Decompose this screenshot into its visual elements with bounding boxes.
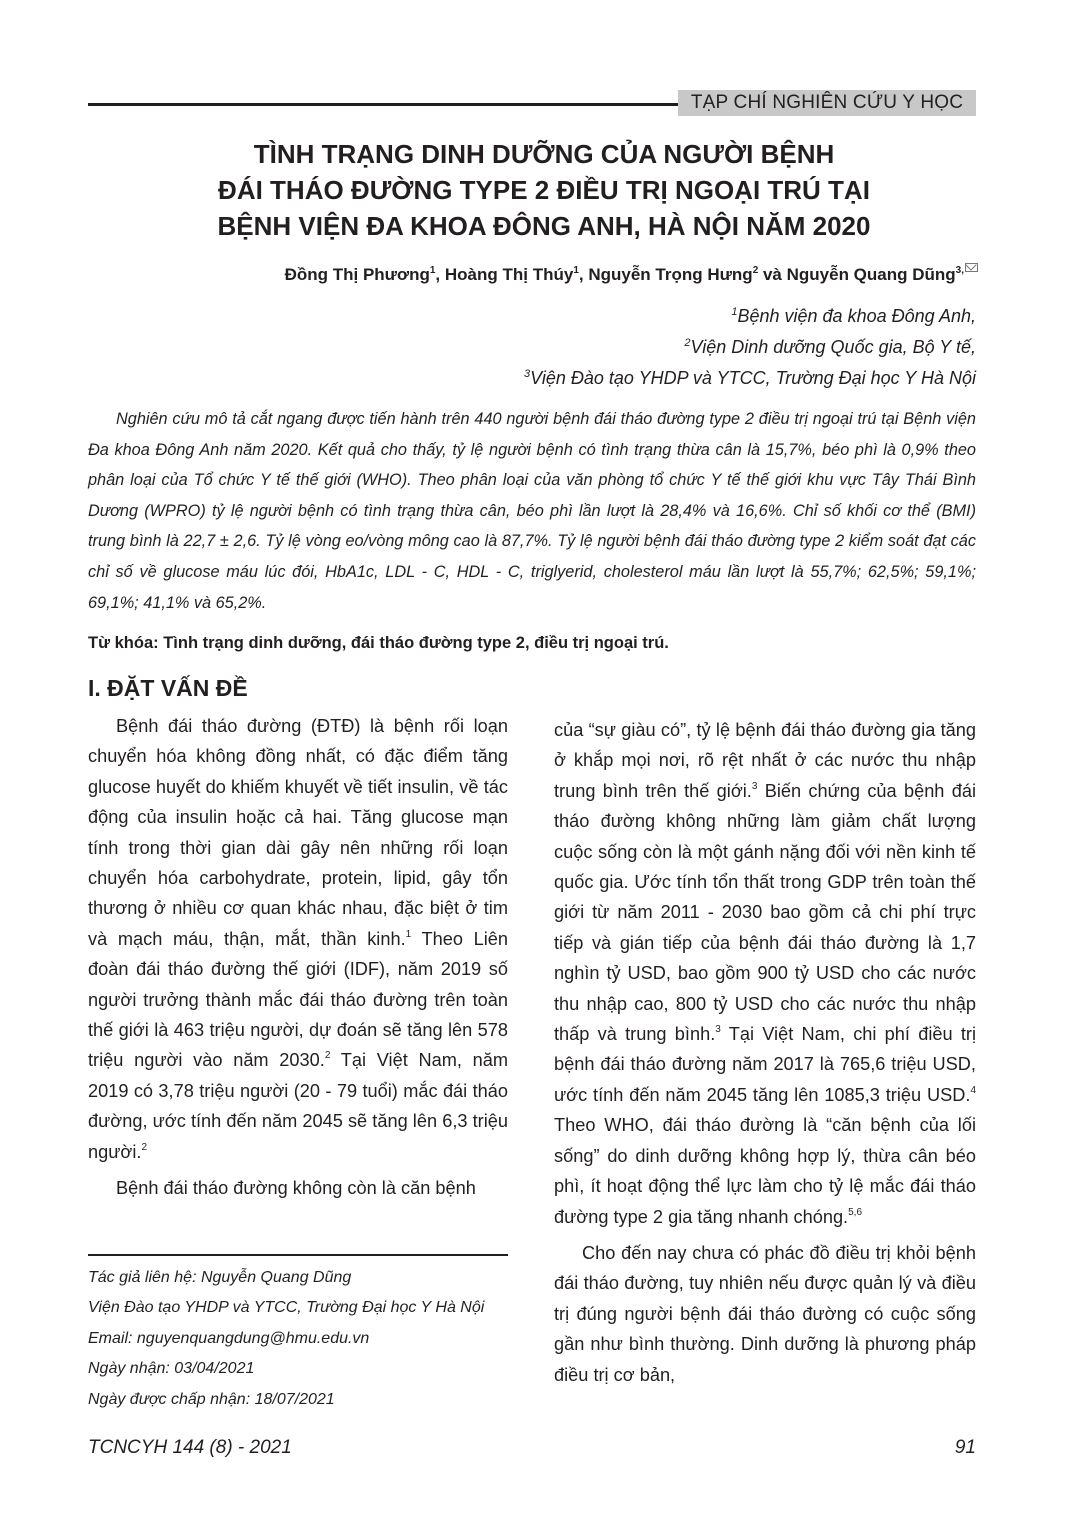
text-run: Theo WHO, đái tháo đường là “căn bệnh của lối sống” do dinh dưỡng không hợp lý, thừa cân béo phì, ít hoạt động thể lực làm cho tỷ lệ mắc đái tháo đường type 2 gia tăng nhanh chóng.: [554, 1115, 976, 1227]
title-line-1: TÌNH TRẠNG DINH DƯỠNG CỦA NGƯỜI BỆNH: [253, 139, 835, 169]
author-list: [60, 263, 978, 286]
paragraph: [88, 711, 508, 1167]
text-run: Tại Việt Nam, năm 2019 có 3,78 triệu người (20 - 79 tuổi) mắc đái tháo đường, ước tính đến năm 2045 sẽ tăng lên 6,3 triệu người.: [88, 1050, 508, 1162]
envelope-icon: [965, 263, 978, 272]
paragraph: Bệnh đái tháo đường không còn là căn bệnh: [116, 1178, 476, 1199]
author-separator: ,: [578, 265, 589, 284]
page-number: 91: [954, 1437, 976, 1458]
title-line-3: BỆNH VIỆN ĐA KHOA ĐÔNG ANH, HÀ NỘI NĂM 2020: [217, 211, 871, 241]
author-separator: và: [758, 265, 787, 284]
citation-ref: 3: [751, 780, 758, 792]
affiliation-1: [76, 304, 976, 328]
citation-ref: 5,6: [848, 1206, 863, 1218]
author-affiliation-mark: 3,: [955, 265, 964, 276]
affiliation-2: [76, 335, 976, 359]
text-run: Bệnh đái tháo đường (ĐTĐ) là bệnh rối loạn chuyển hóa không đồng nhất, có đặc điểm tăng glucose huyết do khiếm khuyết về tiết insulin, về tác động của insulin hoặc cả hai. Tăng glucose mạn tính trong thời gian dài gây nên những rối loạn chuyển hóa carbohydrate, protein, lipid, gây tổn thương ở nhiều cơ quan khác nhau, đặc biệt ở tim và mạch máu, thận, mắt, thần kinh.: [88, 716, 508, 949]
correspondence-footnote: [88, 1263, 518, 1415]
abstract: [88, 404, 976, 618]
text-run: Theo Liên đoàn đái tháo đường thế giới (IDF), năm 2019 số người trưởng thành mắc đái tháo đường trên toàn thế giới là 463 triệu người, dự đoán sẽ tăng lên 578 triệu người vào năm 2030.: [88, 928, 508, 1071]
right-column: [554, 715, 976, 1390]
author-affiliation-mark: 2: [752, 265, 759, 276]
accepted-date: Ngày được chấp nhận: 18/07/2021: [88, 1390, 335, 1408]
affiliation-text: Viện Dinh dưỡng Quốc gia, Bộ Y tế,: [690, 337, 976, 357]
author-name: Nguyễn Quang Dũng: [786, 265, 956, 284]
corresponding-author: Tác giả liên hệ: Nguyễn Quang Dũng: [88, 1269, 352, 1286]
text-run: Tại Việt Nam, chi phí điều trị bệnh đái tháo đường năm 2017 là 765,6 triệu USD, ước tính đến năm 2045 tăng lên 1085,3 triệu USD.: [554, 1024, 976, 1105]
journal-citation: TCNCYH 144 (8) - 2021: [88, 1437, 292, 1458]
abstract-text: Nghiên cứu mô tả cắt ngang được tiến hành trên 440 người bệnh đái tháo đường type 2 điều trị ngoại trú tại Bệnh viện Đa khoa Đông Anh năm 2020. Kết quả cho thấy, tỷ lệ người bệnh có tình trạng thừa cân là 15,7%, béo phì là 0,9% theo phân loại của Tổ chức Y tế thế giới (WHO). Theo phân loại của văn phòng tổ chức Y tế thế giới khu vực Tây Thái Bình Dương (WPRO) tỷ lệ người bệnh có tình trạng thừa cân, béo phì lần lượt là 28,4% và 16,6%. Chỉ số khối cơ thể (BMI) trung bình là 22,7 ± 2,6. Tỷ lệ vòng eo/vòng mông cao là 87,7%. Tỷ lệ người bệnh đái tháo đường type 2 kiểm soát đạt các chỉ số về glucose máu lúc đói, HbA1c, LDL - C, HDL - C, triglyerid, cholesterol máu lần lượt là 55,7%; 62,5%; 59,1%; 69,1%; 41,1% và 65,2%.: [88, 410, 976, 612]
author-separator: ,: [435, 265, 445, 284]
author-email: Email: nguyenquangdung@hmu.edu.vn: [88, 1329, 370, 1347]
paragraph: Cho đến nay chưa có phác đồ điều trị khỏi bệnh đái tháo đường, tuy nhiên nếu được quản lý và điều trị đúng người bệnh đái tháo đường có cuộc sống gần như bình thường. Dinh dưỡng là phương pháp điều trị cơ bản,: [554, 1242, 976, 1385]
text-run: của “sự giàu có”, tỷ lệ bệnh đái tháo đường gia tăng ở khắp mọi nơi, rõ rệt nhất ở các nước thu nhập trung bình trên thế giới.: [554, 720, 976, 801]
article-title: [100, 136, 988, 244]
affiliation-mark: 3: [524, 368, 531, 380]
citation-ref: 2: [141, 1141, 147, 1153]
received-date: Ngày nhận: 03/04/2021: [88, 1360, 255, 1378]
affiliation-text: Bệnh viện đa khoa Đông Anh,: [737, 306, 976, 326]
author-name: Đồng Thị Phương: [284, 265, 430, 284]
keywords: Từ khóa: Tình trạng dinh dưỡng, đái tháo đường type 2, điều trị ngoại trú.: [88, 634, 669, 652]
left-column: [88, 711, 508, 1204]
section-heading: I. ĐẶT VẤN ĐỀ: [88, 675, 248, 701]
author-name: Nguyễn Trọng Hưng: [588, 265, 753, 284]
author-affiliation-mark: 1: [429, 265, 436, 276]
author-affiliation-mark: 1: [573, 265, 579, 276]
affiliation-mark: 1: [731, 306, 738, 318]
header-rule: [88, 103, 678, 106]
affiliation-mark: 2: [684, 337, 691, 349]
footnote-rule: [88, 1254, 508, 1256]
author-name: Hoàng Thị Thúy: [444, 265, 574, 284]
citation-ref: 1: [405, 928, 412, 940]
citation-ref: 3: [715, 1024, 721, 1036]
journal-name: TẠP CHÍ NGHIÊN CỨU Y HỌC: [678, 90, 976, 116]
affiliation-text: Viện Đào tạo YHDP và YTCC, Trường Đại học Y Hà Nội: [530, 368, 976, 388]
title-line-2: ĐÁI THÁO ĐƯỜNG TYPE 2 ĐIỀU TRỊ NGOẠI TRÚ TẠI: [218, 175, 870, 205]
citation-ref: 4: [970, 1084, 976, 1096]
author-institution: Viện Đào tạo YHDP và YTCC, Trường Đại học Y Hà Nội: [88, 1299, 485, 1317]
affiliation-3: [76, 366, 976, 390]
paragraph: [554, 715, 976, 1232]
citation-ref: 2: [324, 1050, 331, 1062]
text-run: Biến chứng của bệnh đái tháo đường không những làm giảm chất lượng cuộc sống còn là một gánh nặng đối với nền kinh tế quốc gia. Ước tính tổn thất trong GDP trên toàn thế giới từ năm 2011 - 2030 bao gồm cả chi phí trực tiếp và gián tiếp của bệnh đái tháo đường là 1,7 nghìn tỷ USD, bao gồm 900 tỷ USD cho các nước thu nhập cao, 800 tỷ USD cho các nước thu nhập thấp và trung bình.: [554, 780, 976, 1045]
